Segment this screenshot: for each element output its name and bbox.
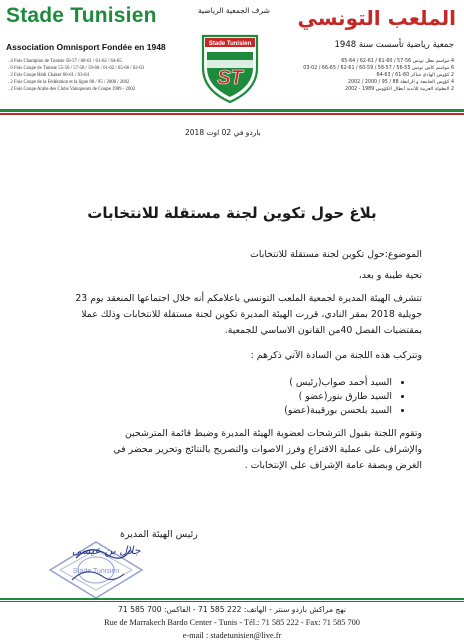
achievement-fr: . 2 Fois Coupe Hédi Chaker 60-61 / 63-64: [8, 73, 89, 78]
achievement-ar: 2 كؤوس الهادي شاكر 60-61 / 63-64: [376, 73, 454, 78]
club-logo: [195, 24, 265, 104]
association-subtitle-fr: Association Omnisport Fondée en 1948: [6, 42, 166, 52]
paragraph-2-line: والإشراف على عملية الاقتراع وفرز الاصوات والتصريح بالنتائج وتحرير محضر في: [113, 444, 422, 455]
achievement-ar: 4 مواسم بطل تونس 56-57 / 60-61 / 61-62 / 64-65: [341, 59, 454, 64]
achievement-fr: . 6 Fois Coupe de Tunisie 55-56 / 57-58 / 59-60 / 61-62 / 65-66 / 02-03: [8, 66, 145, 71]
letter-date: باردو في 02 اوت 2018: [185, 128, 261, 137]
header-stripe-green: [0, 109, 464, 112]
committee-member: • السيد بلحسن بورقيبة(عضو): [284, 404, 392, 418]
letter-subject: الموضوع:حول تكوين لجنة مستقلة للانتخابات: [250, 249, 422, 260]
signature-name: جلال بن عيسى: [72, 544, 141, 557]
achievement-ar: 6 مواسم كأس تونس 55-56 / 57-58 / 59-60 / 61-62 / 65-66 / 02-03: [303, 66, 454, 71]
achievement-ar: 4 كؤوس الجامعة و الرابطة 88 / 95 / 2000 / 2002: [347, 80, 454, 85]
logo-initials: ST: [217, 67, 243, 89]
letter-greeting: تحية طيبة و بعد،: [358, 270, 422, 281]
club-name-ar: الملعب التونسي: [297, 6, 456, 30]
association-subtitle-ar: جمعية رياضية تأسست سنة 1948: [334, 40, 454, 50]
committee-member: • السيد طارق بنور(عضو ): [284, 390, 392, 404]
stamp-label: Stade Tunisien: [72, 568, 120, 575]
footer-stripe-green: [0, 598, 464, 600]
footer-stripe-red: [0, 601, 464, 602]
header-stripe-red: [0, 113, 464, 115]
footer-address-ar: نهج مراكش باردو سنتر - الهاتف: 222 585 71 - الفاكس: 700 585 71: [118, 605, 346, 614]
paragraph-2-line: وتقوم اللجنة بقبول الترشحات لعضوية الهيئة المديرة وضبط قائمة المترشحين: [124, 428, 422, 439]
achievements-list-ar: [264, 58, 454, 93]
committee-members-list: [284, 376, 404, 418]
header-motto-ar: شرف الجمعية الرياضية: [198, 6, 270, 15]
achievement-fr: . 2 Fois Coupe Arabe des Clubs Vainqueurs de Coupe 1989 - 2002: [8, 87, 136, 92]
paragraph-1-line: تتشرف الهيئة المديرة لجمعية الملعب التونسي باعلامكم أنه خلال اجتماعها المنعقد يوم 23: [75, 293, 422, 304]
composition-intro: وتتركب هذه اللجنة من السادة الآتي ذكرهم :: [250, 350, 422, 361]
footer-email: e-mail : stadetunisien@live.fr: [182, 631, 282, 640]
achievements-list-fr: [8, 58, 204, 93]
paragraph-1-line: بمقتضيات الفصل 40من القانون الاساسي للجمعية.: [224, 325, 422, 336]
paragraph-1-line: جويلية 2018 بمقر النادي، قررت الهيئة المديرة تكوين لجنة مستقلة للانتخابات وذلك عملا: [81, 309, 422, 320]
club-name-fr: Stade Tunisien: [6, 4, 157, 27]
paragraph-2-line: الغرض وبصفة عامة الإشراف على الإنتخابات .: [244, 460, 422, 471]
signature-title: رئيس الهيئة المديرة: [120, 529, 198, 540]
committee-member: • السيد أحمد صواب(رئيس ): [284, 376, 392, 390]
letter-title: بلاغ حول تكوين لجنة مستقلة للانتخابات: [87, 204, 377, 222]
logo-label: Stade Tunisien: [208, 41, 252, 47]
footer-address-fr: Rue de Marrakech Bardo Center - Tunis - Tél.: 71 585 222 - Fax: 71 585 700: [104, 618, 360, 627]
achievement-fr: . 2 Fois Coupe de la Fédération et la ligue 88 / 95 / 2000 / 2002: [8, 80, 130, 85]
achievement-ar: 2 البطولة العربية للأندية أبطال الكؤوس 1989 - 2002: [345, 87, 454, 92]
achievement-fr: . 4 Fois Champion de Tunisie 56-57 / 60-61 / 61-62 / 64-65: [8, 59, 122, 64]
